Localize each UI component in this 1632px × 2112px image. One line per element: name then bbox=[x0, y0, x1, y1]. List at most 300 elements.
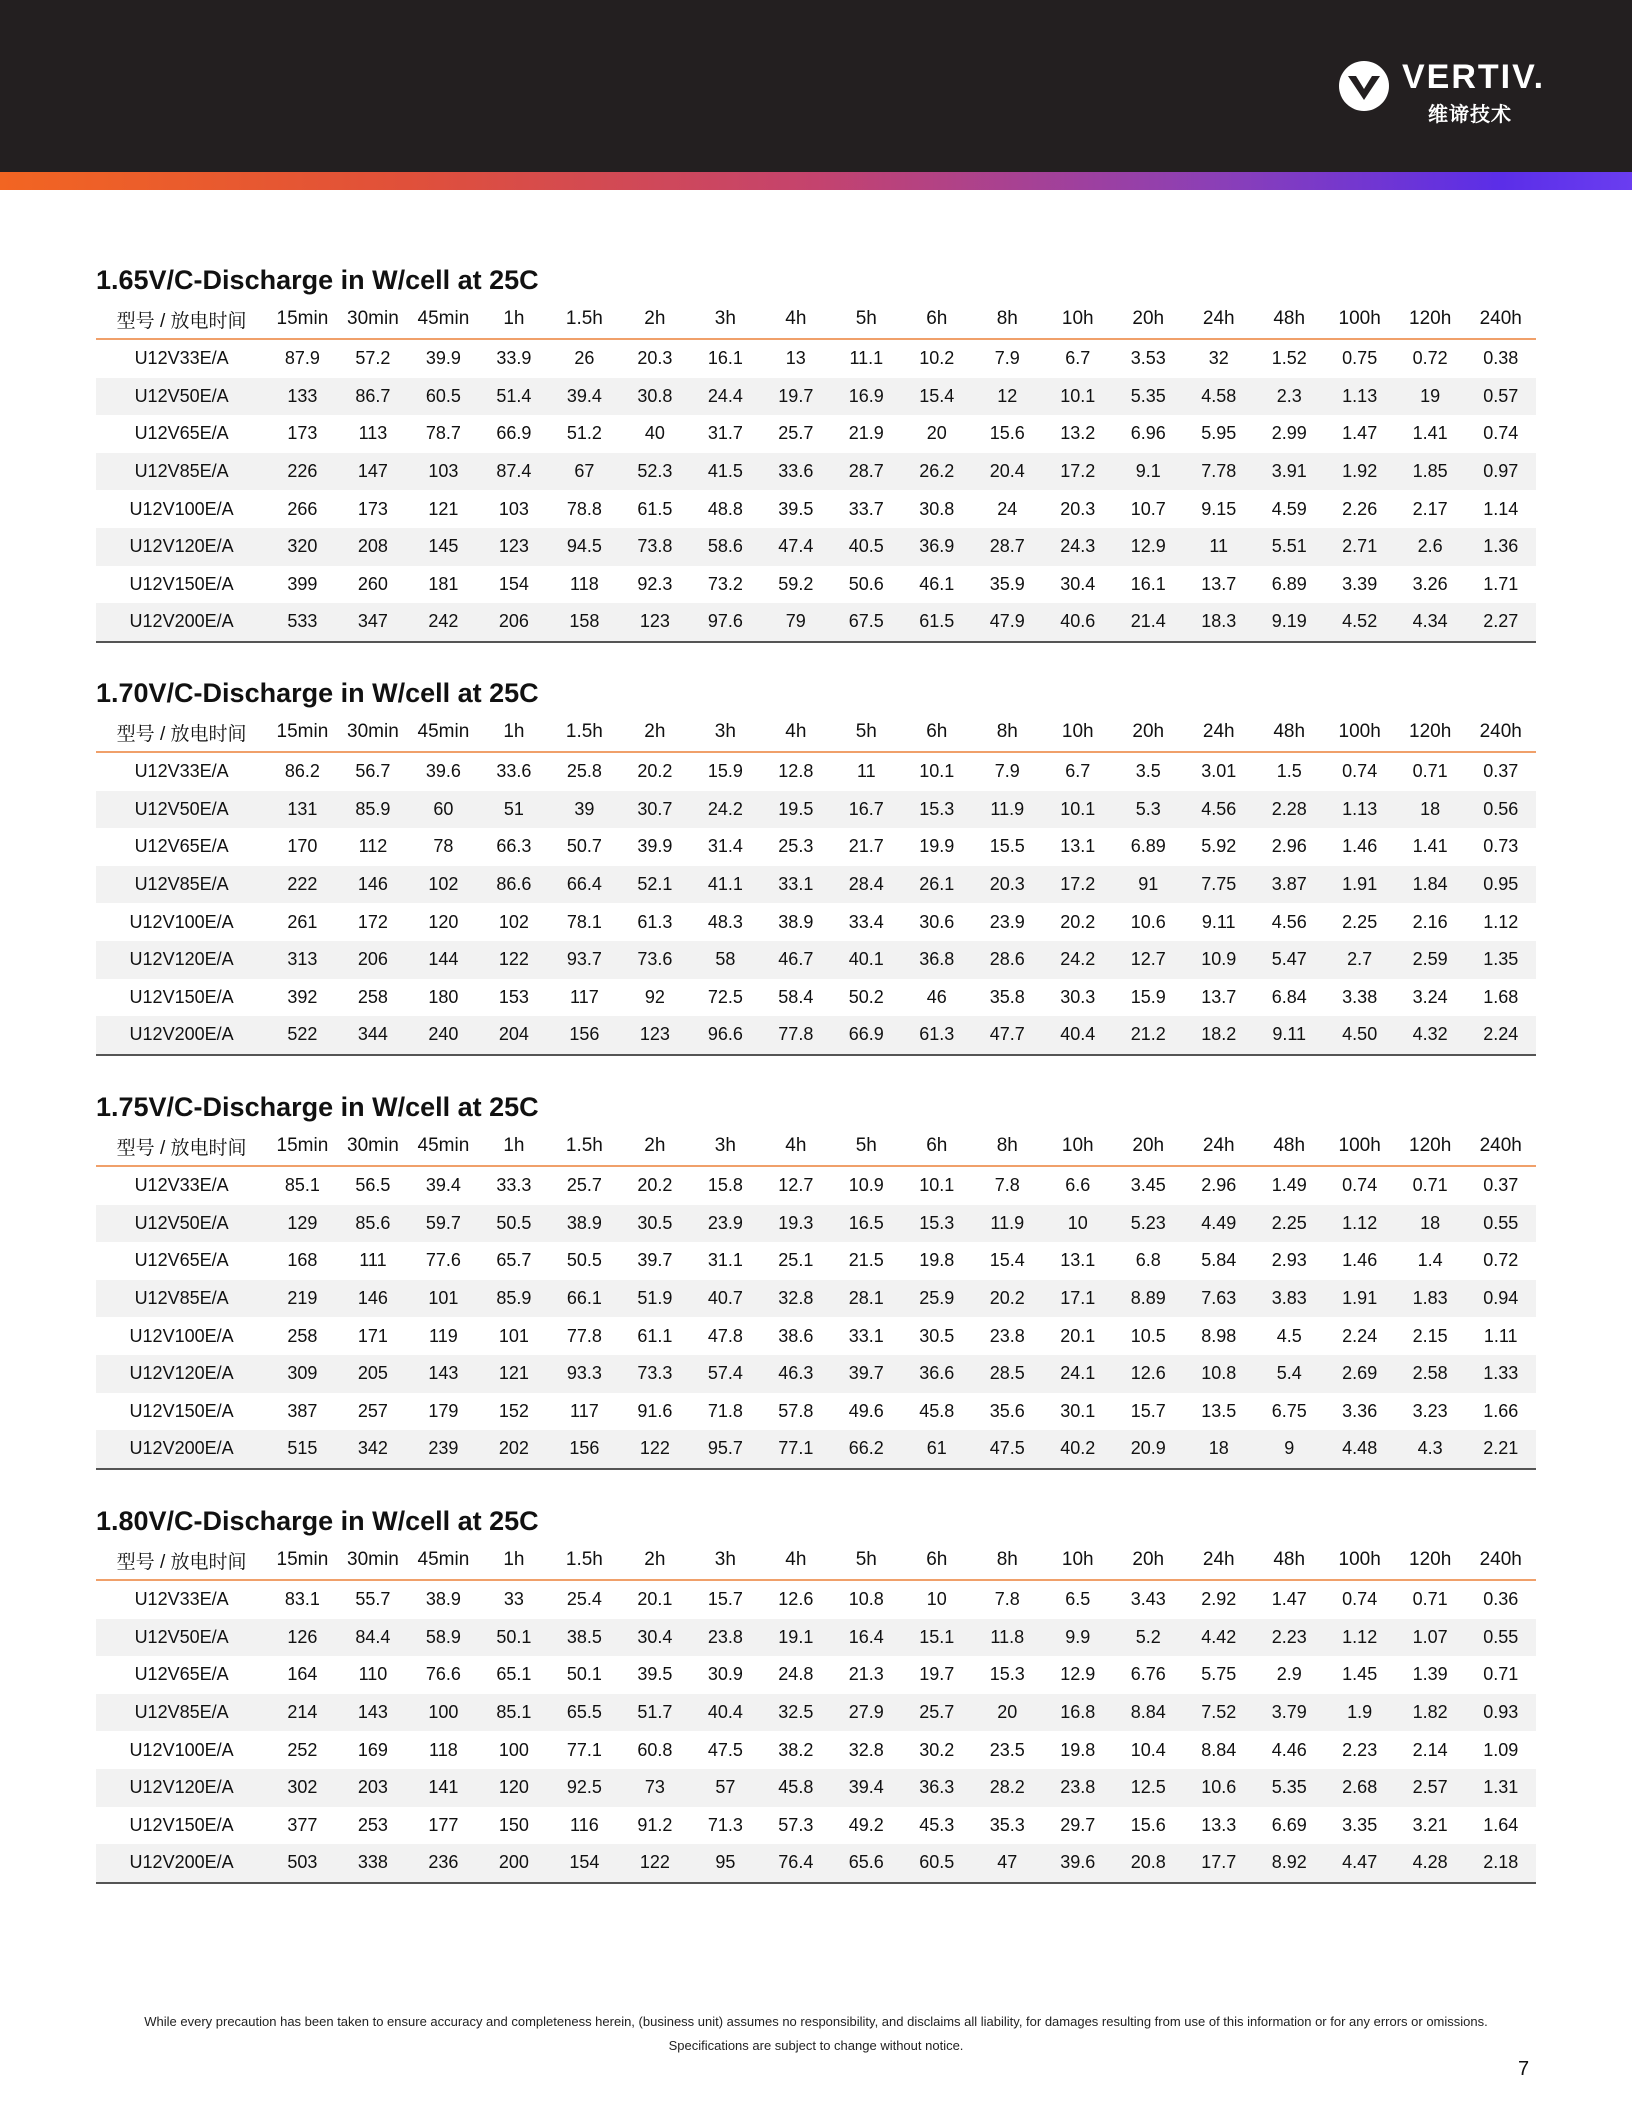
value-cell: 97.6 bbox=[690, 603, 760, 642]
value-cell: 9.15 bbox=[1201, 498, 1237, 519]
value-cell: 8.84 bbox=[1201, 1739, 1237, 1760]
value-cell: 19.7 bbox=[761, 378, 831, 416]
column-header-duration: 2h bbox=[620, 300, 690, 339]
discharge-table bbox=[96, 1541, 1536, 1884]
value-cell: 222 bbox=[267, 866, 337, 904]
value-cell: 95.7 bbox=[690, 1430, 760, 1469]
value-cell: 39.6 bbox=[425, 761, 461, 782]
value-cell: 57.4 bbox=[690, 1355, 760, 1393]
column-header-duration: 8h bbox=[972, 713, 1042, 752]
value-cell: 1.36 bbox=[1465, 528, 1536, 566]
value-cell: 2.23 bbox=[1254, 1619, 1324, 1657]
column-header-duration: 48h bbox=[1254, 1541, 1324, 1580]
value-cell: 387 bbox=[287, 1400, 318, 1421]
table-row bbox=[96, 378, 1536, 416]
value-cell: 2.9 bbox=[1276, 1664, 1302, 1685]
value-cell: 12.9 bbox=[1113, 528, 1183, 566]
value-cell: 15.8 bbox=[707, 1175, 743, 1196]
value-cell: 25.8 bbox=[566, 761, 602, 782]
column-header-duration: 8h bbox=[972, 1541, 1042, 1580]
value-cell: 1.64 bbox=[1483, 1814, 1519, 1835]
value-cell: 12.8 bbox=[778, 761, 814, 782]
discharge-table bbox=[96, 1127, 1536, 1470]
value-cell: 7.8 bbox=[994, 1589, 1020, 1610]
value-cell: 2.7 bbox=[1324, 941, 1394, 979]
value-cell: 11 bbox=[856, 761, 876, 782]
column-header-duration: 24h bbox=[1183, 1541, 1253, 1580]
value-cell: 73.3 bbox=[620, 1355, 690, 1393]
value-cell: 95 bbox=[690, 1844, 760, 1883]
value-cell: 24.2 bbox=[1043, 941, 1113, 979]
value-cell: 16.8 bbox=[1043, 1694, 1113, 1732]
value-cell: 169 bbox=[357, 1739, 388, 1760]
model-cell: U12V65E/A bbox=[134, 836, 229, 857]
disclaimer-line-2: Specifications are subject to change without notice. bbox=[668, 2038, 964, 2053]
value-cell: 39.7 bbox=[637, 1250, 673, 1271]
column-header-duration: 4h bbox=[761, 1541, 831, 1580]
value-cell: 13.2 bbox=[1060, 423, 1096, 444]
value-cell: 96.6 bbox=[690, 1016, 760, 1055]
value-cell: 13.7 bbox=[1201, 573, 1237, 594]
discharge-table-section bbox=[96, 262, 1536, 643]
value-cell: 25.4 bbox=[566, 1589, 602, 1610]
column-header-duration: 2h bbox=[620, 1127, 690, 1166]
value-cell: 40.2 bbox=[1043, 1430, 1113, 1469]
model-cell: U12V50E/A bbox=[96, 378, 267, 416]
value-cell: 57.8 bbox=[778, 1400, 814, 1421]
value-cell: 21.9 bbox=[848, 423, 884, 444]
value-cell: 50.5 bbox=[566, 1250, 602, 1271]
column-header-duration: 4h bbox=[761, 713, 831, 752]
value-cell: 20.4 bbox=[972, 453, 1042, 491]
value-cell: 33.7 bbox=[848, 498, 884, 519]
value-cell: 2.3 bbox=[1254, 378, 1324, 416]
value-cell: 7.52 bbox=[1183, 1694, 1253, 1732]
value-cell: 85.9 bbox=[338, 791, 408, 829]
value-cell: 11.9 bbox=[972, 791, 1042, 829]
value-cell: 0.38 bbox=[1483, 348, 1519, 369]
value-cell: 258 bbox=[357, 986, 388, 1007]
value-cell: 2.23 bbox=[1342, 1739, 1378, 1760]
value-cell: 40.7 bbox=[690, 1280, 760, 1318]
column-header-duration: 1.5h bbox=[549, 1541, 619, 1580]
value-cell: 177 bbox=[428, 1814, 459, 1835]
value-cell: 41.1 bbox=[690, 866, 760, 904]
value-cell: 15.6 bbox=[1130, 1814, 1166, 1835]
value-cell: 92 bbox=[644, 986, 665, 1007]
value-cell: 15.6 bbox=[989, 423, 1025, 444]
value-cell: 78 bbox=[433, 836, 454, 857]
value-cell: 156 bbox=[549, 1430, 619, 1469]
value-cell: 10 bbox=[1043, 1205, 1113, 1243]
value-cell: 30.9 bbox=[707, 1664, 743, 1685]
value-cell: 51.9 bbox=[620, 1280, 690, 1318]
value-cell: 112 bbox=[358, 836, 388, 857]
value-cell: 30.3 bbox=[1060, 986, 1096, 1007]
value-cell: 0.55 bbox=[1465, 1205, 1536, 1243]
value-cell: 3.83 bbox=[1254, 1280, 1324, 1318]
value-cell: 208 bbox=[338, 528, 408, 566]
column-header-duration: 8h bbox=[972, 1127, 1042, 1166]
value-cell: 515 bbox=[267, 1430, 337, 1469]
value-cell: 261 bbox=[287, 911, 318, 932]
value-cell: 58.4 bbox=[778, 986, 814, 1007]
value-cell: 50.6 bbox=[848, 573, 884, 594]
value-cell: 533 bbox=[267, 603, 337, 642]
value-cell: 392 bbox=[287, 986, 318, 1007]
value-cell: 31.7 bbox=[707, 423, 743, 444]
column-header-duration: 24h bbox=[1183, 1127, 1253, 1166]
value-cell: 260 bbox=[357, 573, 388, 594]
value-cell: 154 bbox=[549, 1844, 619, 1883]
value-cell: 1.45 bbox=[1342, 1664, 1378, 1685]
value-cell: 6.7 bbox=[1065, 348, 1091, 369]
value-cell: 30.8 bbox=[919, 498, 955, 519]
value-cell: 30.8 bbox=[620, 378, 690, 416]
value-cell: 66.2 bbox=[831, 1430, 901, 1469]
value-cell: 16.1 bbox=[1130, 573, 1166, 594]
value-cell: 240 bbox=[408, 1016, 478, 1055]
column-header-duration: 10h bbox=[1043, 1541, 1113, 1580]
value-cell: 111 bbox=[359, 1250, 387, 1271]
value-cell: 46 bbox=[926, 986, 947, 1007]
value-cell: 17.2 bbox=[1043, 453, 1113, 491]
value-cell: 39.4 bbox=[831, 1769, 901, 1807]
value-cell: 342 bbox=[338, 1430, 408, 1469]
column-header-duration: 24h bbox=[1183, 713, 1253, 752]
value-cell: 39.5 bbox=[778, 498, 814, 519]
value-cell: 17.7 bbox=[1183, 1844, 1253, 1883]
value-cell: 87.9 bbox=[284, 348, 320, 369]
value-cell: 65.7 bbox=[496, 1250, 532, 1271]
discharge-table-section bbox=[96, 1503, 1536, 1884]
column-header-duration: 30min bbox=[338, 1127, 408, 1166]
value-cell: 1.41 bbox=[1412, 836, 1448, 857]
value-cell: 4.52 bbox=[1324, 603, 1394, 642]
column-header-duration: 1.5h bbox=[549, 713, 619, 752]
model-cell: U12V100E/A bbox=[129, 498, 234, 519]
value-cell: 78.7 bbox=[425, 423, 461, 444]
value-cell: 24.1 bbox=[1043, 1355, 1113, 1393]
value-cell: 15.3 bbox=[989, 1664, 1025, 1685]
value-cell: 20.8 bbox=[1113, 1844, 1183, 1883]
column-header-duration: 15min bbox=[267, 1541, 337, 1580]
table-row bbox=[96, 1694, 1536, 1732]
value-cell: 13.3 bbox=[1201, 1814, 1237, 1835]
value-cell: 91.2 bbox=[637, 1814, 673, 1835]
table-row bbox=[96, 1769, 1536, 1807]
value-cell: 119 bbox=[429, 1325, 458, 1346]
value-cell: 6.5 bbox=[1065, 1589, 1091, 1610]
value-cell: 8.92 bbox=[1254, 1844, 1324, 1883]
value-cell: 66.4 bbox=[549, 866, 619, 904]
value-cell: 47.5 bbox=[707, 1739, 743, 1760]
table-row bbox=[96, 1280, 1536, 1318]
value-cell: 158 bbox=[549, 603, 619, 642]
value-cell: 10.2 bbox=[919, 348, 955, 369]
value-cell: 154 bbox=[498, 573, 529, 594]
value-cell: 21.7 bbox=[848, 836, 884, 857]
discharge-table-section bbox=[96, 675, 1536, 1056]
table-row bbox=[96, 1844, 1536, 1883]
column-header-duration: 3h bbox=[690, 300, 760, 339]
value-cell: 15.7 bbox=[707, 1589, 743, 1610]
value-cell: 0.73 bbox=[1483, 836, 1519, 857]
value-cell: 21.3 bbox=[848, 1664, 884, 1685]
column-header-duration: 45min bbox=[408, 300, 478, 339]
value-cell: 2.21 bbox=[1465, 1430, 1536, 1469]
value-cell: 50.2 bbox=[848, 986, 884, 1007]
value-cell: 57 bbox=[690, 1769, 760, 1807]
value-cell: 77.1 bbox=[566, 1739, 602, 1760]
column-header-duration: 2h bbox=[620, 713, 690, 752]
section-title: 1.70V/C-Discharge in W/cell at 25C bbox=[96, 678, 539, 708]
value-cell: 2.69 bbox=[1324, 1355, 1394, 1393]
table-row bbox=[96, 1580, 1536, 1619]
value-cell: 19.7 bbox=[919, 1664, 955, 1685]
column-header-duration: 240h bbox=[1465, 1127, 1536, 1166]
value-cell: 5.95 bbox=[1201, 423, 1237, 444]
value-cell: 5.84 bbox=[1201, 1250, 1237, 1271]
value-cell: 4.42 bbox=[1183, 1619, 1253, 1657]
column-header-duration: 1h bbox=[479, 1127, 549, 1166]
value-cell: 9.1 bbox=[1113, 453, 1183, 491]
value-cell: 46.1 bbox=[919, 573, 955, 594]
value-cell: 2.68 bbox=[1324, 1769, 1394, 1807]
value-cell: 79 bbox=[761, 603, 831, 642]
table-row bbox=[96, 828, 1536, 866]
value-cell: 38.5 bbox=[549, 1619, 619, 1657]
model-cell: U12V200E/A bbox=[96, 603, 267, 642]
value-cell: 0.55 bbox=[1465, 1619, 1536, 1657]
value-cell: 67.5 bbox=[831, 603, 901, 642]
value-cell: 84.4 bbox=[338, 1619, 408, 1657]
value-cell: 121 bbox=[428, 498, 459, 519]
value-cell: 38.2 bbox=[778, 1739, 814, 1760]
section-title: 1.75V/C-Discharge in W/cell at 25C bbox=[96, 1092, 539, 1122]
value-cell: 2.92 bbox=[1201, 1589, 1237, 1610]
value-cell: 6.6 bbox=[1065, 1175, 1091, 1196]
section-title: 1.80V/C-Discharge in W/cell at 25C bbox=[96, 1506, 539, 1536]
value-cell: 24.3 bbox=[1043, 528, 1113, 566]
value-cell: 31.4 bbox=[707, 836, 743, 857]
value-cell: 1.14 bbox=[1483, 498, 1519, 519]
column-header-duration: 5h bbox=[831, 1127, 901, 1166]
model-cell: U12V150E/A bbox=[129, 986, 234, 1007]
value-cell: 13.7 bbox=[1201, 986, 1237, 1007]
value-cell: 40.1 bbox=[831, 941, 901, 979]
value-cell: 61.1 bbox=[637, 1325, 673, 1346]
value-cell: 56.5 bbox=[355, 1175, 391, 1196]
value-cell: 0.56 bbox=[1465, 791, 1536, 829]
model-cell: U12V85E/A bbox=[96, 453, 267, 491]
value-cell: 145 bbox=[408, 528, 478, 566]
column-header-duration: 4h bbox=[761, 300, 831, 339]
value-cell: 338 bbox=[338, 1844, 408, 1883]
value-cell: 48.8 bbox=[707, 498, 743, 519]
value-cell: 47.8 bbox=[707, 1325, 743, 1346]
table-row bbox=[96, 866, 1536, 904]
value-cell: 206 bbox=[479, 603, 549, 642]
model-cell: U12V200E/A bbox=[96, 1016, 267, 1055]
value-cell: 20.2 bbox=[972, 1280, 1042, 1318]
value-cell: 12.6 bbox=[1113, 1355, 1183, 1393]
column-header-model: 型号 / 放电时间 bbox=[96, 1127, 267, 1166]
value-cell: 25.3 bbox=[778, 836, 814, 857]
column-header-duration: 5h bbox=[831, 713, 901, 752]
value-cell: 28.1 bbox=[831, 1280, 901, 1318]
column-header-duration: 120h bbox=[1395, 713, 1465, 752]
value-cell: 173 bbox=[357, 498, 388, 519]
value-cell: 7.75 bbox=[1183, 866, 1253, 904]
column-header-duration: 3h bbox=[690, 1127, 760, 1166]
value-cell: 257 bbox=[357, 1400, 388, 1421]
value-cell: 253 bbox=[357, 1814, 388, 1835]
column-header-duration: 24h bbox=[1183, 300, 1253, 339]
value-cell: 10.8 bbox=[1183, 1355, 1253, 1393]
value-cell: 35.9 bbox=[989, 573, 1025, 594]
table-row bbox=[96, 791, 1536, 829]
value-cell: 73 bbox=[620, 1769, 690, 1807]
value-cell: 5.92 bbox=[1201, 836, 1237, 857]
value-cell: 100 bbox=[408, 1694, 478, 1732]
footer-disclaimer bbox=[96, 2010, 1536, 2058]
column-header-duration: 10h bbox=[1043, 300, 1113, 339]
value-cell: 59.2 bbox=[778, 573, 814, 594]
value-cell: 27.9 bbox=[831, 1694, 901, 1732]
value-cell: 118 bbox=[429, 1739, 458, 1760]
value-cell: 9.11 bbox=[1201, 911, 1236, 932]
value-cell: 47.5 bbox=[972, 1430, 1042, 1469]
value-cell: 17.2 bbox=[1043, 866, 1113, 904]
value-cell: 73.8 bbox=[620, 528, 690, 566]
value-cell: 21.2 bbox=[1113, 1016, 1183, 1055]
value-cell: 28.2 bbox=[972, 1769, 1042, 1807]
column-header-duration: 15min bbox=[267, 713, 337, 752]
table-row bbox=[96, 1807, 1536, 1845]
table-header-row bbox=[96, 1541, 1536, 1580]
value-cell: 5.3 bbox=[1113, 791, 1183, 829]
value-cell: 133 bbox=[267, 378, 337, 416]
value-cell: 39.4 bbox=[549, 378, 619, 416]
table-row bbox=[96, 979, 1536, 1017]
value-cell: 2.71 bbox=[1324, 528, 1394, 566]
value-cell: 85.9 bbox=[479, 1280, 549, 1318]
column-header-duration: 30min bbox=[338, 300, 408, 339]
value-cell: 16.5 bbox=[831, 1205, 901, 1243]
value-cell: 168 bbox=[287, 1250, 318, 1271]
discharge-table bbox=[96, 713, 1536, 1056]
value-cell: 18 bbox=[1395, 1205, 1465, 1243]
column-header-duration: 30min bbox=[338, 1541, 408, 1580]
value-cell: 93.7 bbox=[549, 941, 619, 979]
value-cell: 38.6 bbox=[778, 1325, 814, 1346]
value-cell: 2.24 bbox=[1465, 1016, 1536, 1055]
value-cell: 129 bbox=[267, 1205, 337, 1243]
column-header-duration: 120h bbox=[1395, 300, 1465, 339]
value-cell: 15.3 bbox=[902, 1205, 972, 1243]
value-cell: 10.8 bbox=[848, 1589, 884, 1610]
value-cell: 47.7 bbox=[972, 1016, 1042, 1055]
value-cell: 239 bbox=[408, 1430, 478, 1469]
column-header-duration: 10h bbox=[1043, 1127, 1113, 1166]
column-header-duration: 8h bbox=[972, 300, 1042, 339]
model-cell: U12V50E/A bbox=[96, 791, 267, 829]
value-cell: 15.7 bbox=[1130, 1400, 1166, 1421]
column-header-duration: 5h bbox=[831, 1541, 901, 1580]
value-cell: 32.5 bbox=[761, 1694, 831, 1732]
value-cell: 33.6 bbox=[761, 453, 831, 491]
column-header-duration: 20h bbox=[1113, 300, 1183, 339]
value-cell: 9 bbox=[1254, 1430, 1324, 1469]
value-cell: 143 bbox=[408, 1355, 478, 1393]
value-cell: 3.35 bbox=[1342, 1814, 1378, 1835]
value-cell: 61.5 bbox=[637, 498, 673, 519]
value-cell: 57.3 bbox=[778, 1814, 814, 1835]
value-cell: 6.89 bbox=[1271, 573, 1307, 594]
value-cell: 19.3 bbox=[761, 1205, 831, 1243]
value-cell: 30.2 bbox=[919, 1739, 955, 1760]
value-cell: 38.9 bbox=[778, 911, 814, 932]
value-cell: 2.18 bbox=[1465, 1844, 1536, 1883]
column-header-model: 型号 / 放电时间 bbox=[96, 300, 267, 339]
value-cell: 85.6 bbox=[338, 1205, 408, 1243]
value-cell: 9.11 bbox=[1254, 1016, 1324, 1055]
value-cell: 2.96 bbox=[1271, 836, 1307, 857]
value-cell: 3.79 bbox=[1254, 1694, 1324, 1732]
value-cell: 1.52 bbox=[1271, 348, 1307, 369]
value-cell: 5.4 bbox=[1254, 1355, 1324, 1393]
value-cell: 23.9 bbox=[989, 911, 1025, 932]
value-cell: 5.2 bbox=[1113, 1619, 1183, 1657]
value-cell: 0.93 bbox=[1465, 1694, 1536, 1732]
value-cell: 123 bbox=[620, 603, 690, 642]
value-cell: 11.1 bbox=[849, 348, 884, 369]
column-header-duration: 1h bbox=[479, 300, 549, 339]
value-cell: 92.3 bbox=[637, 573, 673, 594]
value-cell: 19.5 bbox=[761, 791, 831, 829]
value-cell: 1.91 bbox=[1324, 866, 1394, 904]
value-cell: 20.9 bbox=[1113, 1430, 1183, 1469]
value-cell: 205 bbox=[338, 1355, 408, 1393]
value-cell: 2.27 bbox=[1465, 603, 1536, 642]
value-cell: 30.5 bbox=[620, 1205, 690, 1243]
value-cell: 76.4 bbox=[761, 1844, 831, 1883]
value-cell: 83.1 bbox=[284, 1589, 320, 1610]
column-header-duration: 120h bbox=[1395, 1127, 1465, 1166]
value-cell: 2.16 bbox=[1412, 911, 1448, 932]
value-cell: 85.1 bbox=[479, 1694, 549, 1732]
value-cell: 33.9 bbox=[496, 348, 532, 369]
table-row bbox=[96, 752, 1536, 791]
value-cell: 60.5 bbox=[902, 1844, 972, 1883]
value-cell: 33 bbox=[503, 1589, 524, 1610]
model-cell: U12V65E/A bbox=[134, 1250, 229, 1271]
value-cell: 1.07 bbox=[1395, 1619, 1465, 1657]
column-header-duration: 3h bbox=[690, 713, 760, 752]
model-cell: U12V150E/A bbox=[129, 1400, 234, 1421]
value-cell: 45.8 bbox=[761, 1769, 831, 1807]
value-cell: 24.2 bbox=[690, 791, 760, 829]
value-cell: 6.75 bbox=[1271, 1400, 1307, 1421]
value-cell: 131 bbox=[267, 791, 337, 829]
column-header-duration: 48h bbox=[1254, 1127, 1324, 1166]
value-cell: 6.7 bbox=[1065, 761, 1091, 782]
value-cell: 40.5 bbox=[831, 528, 901, 566]
value-cell: 30.6 bbox=[919, 911, 955, 932]
value-cell: 3.5 bbox=[1135, 761, 1161, 782]
value-cell: 3.21 bbox=[1412, 1814, 1448, 1835]
